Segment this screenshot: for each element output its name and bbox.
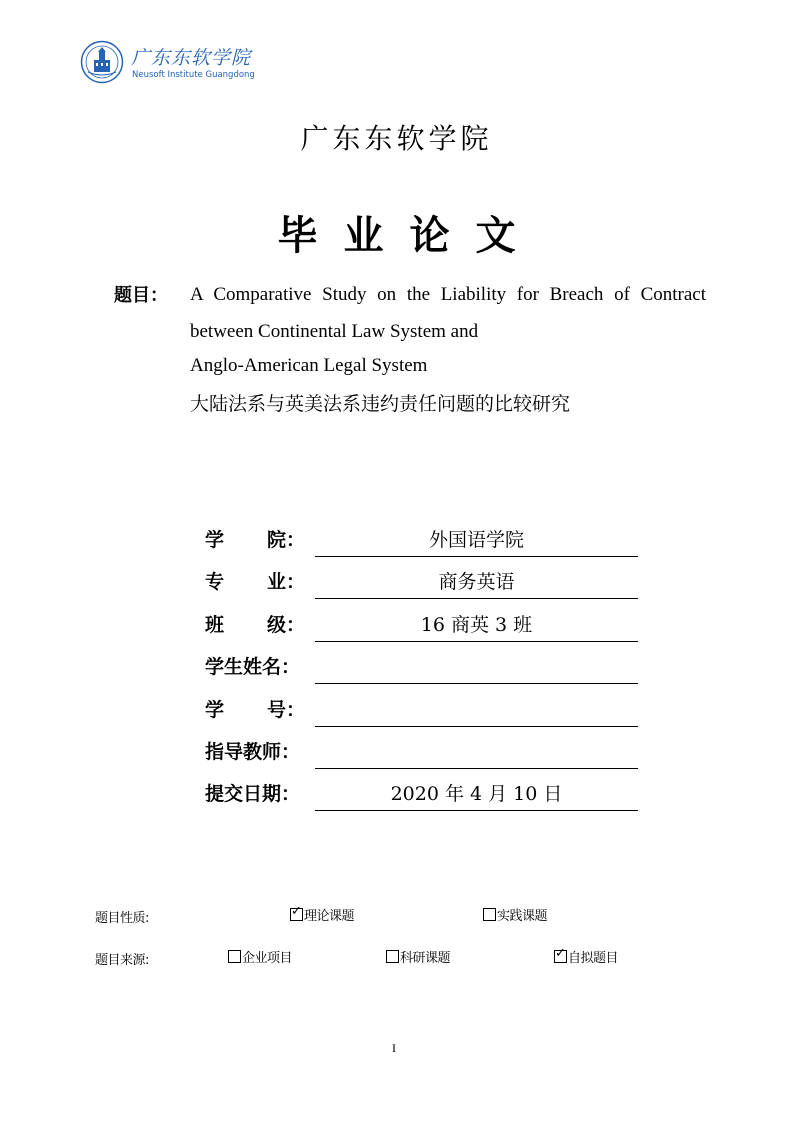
page-number: I <box>392 1041 396 1055</box>
option-practical[interactable]: 实践课题 <box>483 905 547 924</box>
school-seal-icon <box>80 40 124 84</box>
topic-nature-row <box>95 905 715 927</box>
major-label: 专 业： <box>205 571 305 593</box>
submit-date-label: 提交日期： <box>205 783 301 805</box>
major-value: 商务英语 <box>438 571 515 593</box>
option-theoretical[interactable]: ✓ 理论课题 <box>290 905 354 924</box>
submit-date-value: 2020 年 4 月 10 日 <box>390 783 563 805</box>
info-row-major <box>205 557 638 599</box>
title-chinese: 大陆法系与英美法系违约责任问题的比较研究 <box>190 393 571 415</box>
student-name-label: 学生姓名： <box>205 656 301 678</box>
checkbox-checked-icon[interactable] <box>290 908 303 921</box>
advisor-label: 指导教师： <box>205 741 301 763</box>
checkbox-checked-icon[interactable] <box>554 950 567 963</box>
title-english-line1: A Comparative Study on the Liability for Breach of Contract between Continental Law System and <box>190 284 706 342</box>
title-english <box>190 276 706 350</box>
underline <box>315 810 638 811</box>
college-label: 学 院： <box>205 529 305 551</box>
info-row-class <box>205 600 638 642</box>
checkbox-empty-icon[interactable] <box>483 908 496 921</box>
topic-source-row <box>95 947 715 969</box>
checkbox-empty-icon[interactable] <box>228 950 241 963</box>
student-id-label: 学 号： <box>205 699 305 721</box>
title-label: 题目： <box>114 285 168 306</box>
underline <box>315 683 638 684</box>
info-row-student-id <box>205 685 638 727</box>
topic-nature-label: 题目性质: <box>95 911 149 926</box>
option-enterprise-project[interactable]: 企业项目 <box>228 947 292 966</box>
logo-chinese-name: 广东东软学院 <box>131 47 252 69</box>
school-name: 广东东软学院 <box>300 122 493 155</box>
class-value: 16 商英 3 班 <box>420 614 533 636</box>
document-type-heading: 毕业论文 <box>277 213 542 259</box>
topic-source-label: 题目来源: <box>95 953 149 968</box>
logo-english-name: Neusoft Institute Guangdong <box>132 70 255 80</box>
title-english-line2: Anglo-American Legal System <box>190 355 428 376</box>
info-row-college <box>205 515 638 557</box>
option-self-proposed[interactable]: ✓ 自拟题目 <box>554 947 618 966</box>
checkbox-empty-icon[interactable] <box>386 950 399 963</box>
underline <box>315 598 638 599</box>
info-row-submit-date <box>205 769 638 811</box>
info-row-advisor <box>205 727 638 769</box>
class-label: 班 级： <box>205 614 305 636</box>
option-research-topic[interactable]: 科研课题 <box>386 947 450 966</box>
info-row-student-name <box>205 642 638 684</box>
institution-logo <box>80 40 255 86</box>
college-value: 外国语学院 <box>428 529 524 551</box>
